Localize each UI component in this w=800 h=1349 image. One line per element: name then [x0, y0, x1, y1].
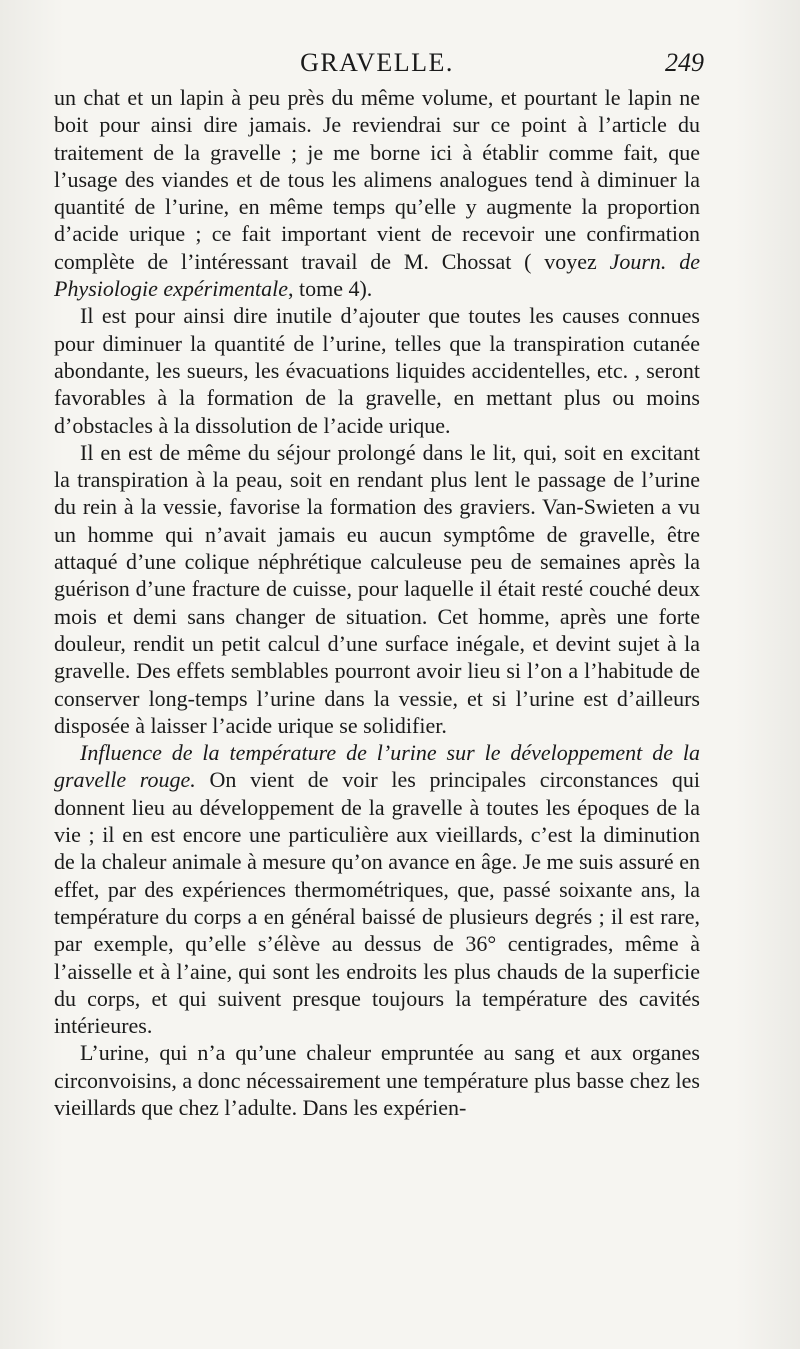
paragraph-5: L’urine, qui n’a qu’une chaleur empruntée au sang et aux organes circonvoisins, a donc nécessairement une température plus basse chez les vieillards que chez l’adulte. Dans les expérien- — [54, 1040, 700, 1120]
section-heading: Influence de la température de l’urine sur le développement de la gravelle rouge. — [54, 740, 700, 793]
paragraph-2: Il est pour ainsi dire inutile d’ajouter que toutes les causes connues pour diminuer la quantité de l’urine, telles que la transpiration cutanée abondante, les sueurs, les évacuations liquides accidentelles, etc. , seront favorables à la formation de la gravelle, en mettant plus ou moins d’obstacles à la dissolution de l’acide urique. — [54, 303, 700, 438]
paragraph-1 — [54, 84, 700, 302]
paragraph-1-text: un chat et un lapin à peu près du même volume, et pourtant le lapin ne boit pour ainsi dire jamais. Je reviendrai sur ce point à l’article du traitement de la gravelle ; je me borne ici à établir comme fait, que l’usage des viandes et de tous les alimens analogues tend à diminuer la quantité de l’urine, en même temps qu’elle y augmente la proportion d’acide urique ; ce fait important vient de recevoir une confirmation complète de l’intéressant travail de M. Chossat ( voyez — [54, 85, 700, 274]
page-number: 249 — [665, 48, 704, 77]
running-title: GRAVELLE. — [300, 48, 454, 77]
paragraph-3: Il en est de même du séjour prolongé dans le lit, qui, soit en excitant la transpiration à la peau, soit en rendant plus lent le passage de l’urine du rein à la vessie, favorise la formation des graviers. Van-Swieten a vu un homme qui n’avait jamais eu aucun symptôme de gravelle, être attaqué d’une colique néphrétique calculeuse peu de semaines après la guérison d’une fracture de cuisse, pour laquelle il était resté couché deux mois et demi sans changer de situation. Cet homme, après une forte douleur, rendit un petit calcul d’une surface inégale, et devint sujet à la gravelle. Des effets semblables pourront avoir lieu si l’on a l’habitude de conserver long-temps l’urine dans la vessie, et si l’urine est d’ailleurs disposée à laisser l’acide urique se solidifier. — [54, 439, 700, 738]
page-header — [54, 48, 704, 82]
paragraph-1-tail: , tome 4). — [287, 276, 373, 302]
paragraph-4 — [54, 739, 700, 1039]
body-text — [54, 84, 700, 1121]
journal-title: Journ. de Physiologie expérimentale — [54, 248, 700, 302]
paragraph-4-text: On vient de voir les principales circonstances qui donnent lieu au développement de la gravelle à toutes les époques de la vie ; il en est encore une particulière aux vieillards, c’est la diminution de la chaleur animale à mesure qu’on avance en âge. Je me suis assuré en effet, par des expériences thermométriques, que, passé soixante ans, la température du corps a en général baissé de plusieurs degrés ; il est rare, par exemple, qu’elle s’élève au dessus de 36° centigrades, même à l’aisselle et à l’aine, qui sont les endroits les plus chauds de la superficie du corps, et qui suivent presque toujours la température des cavités intérieures. — [54, 767, 700, 1039]
